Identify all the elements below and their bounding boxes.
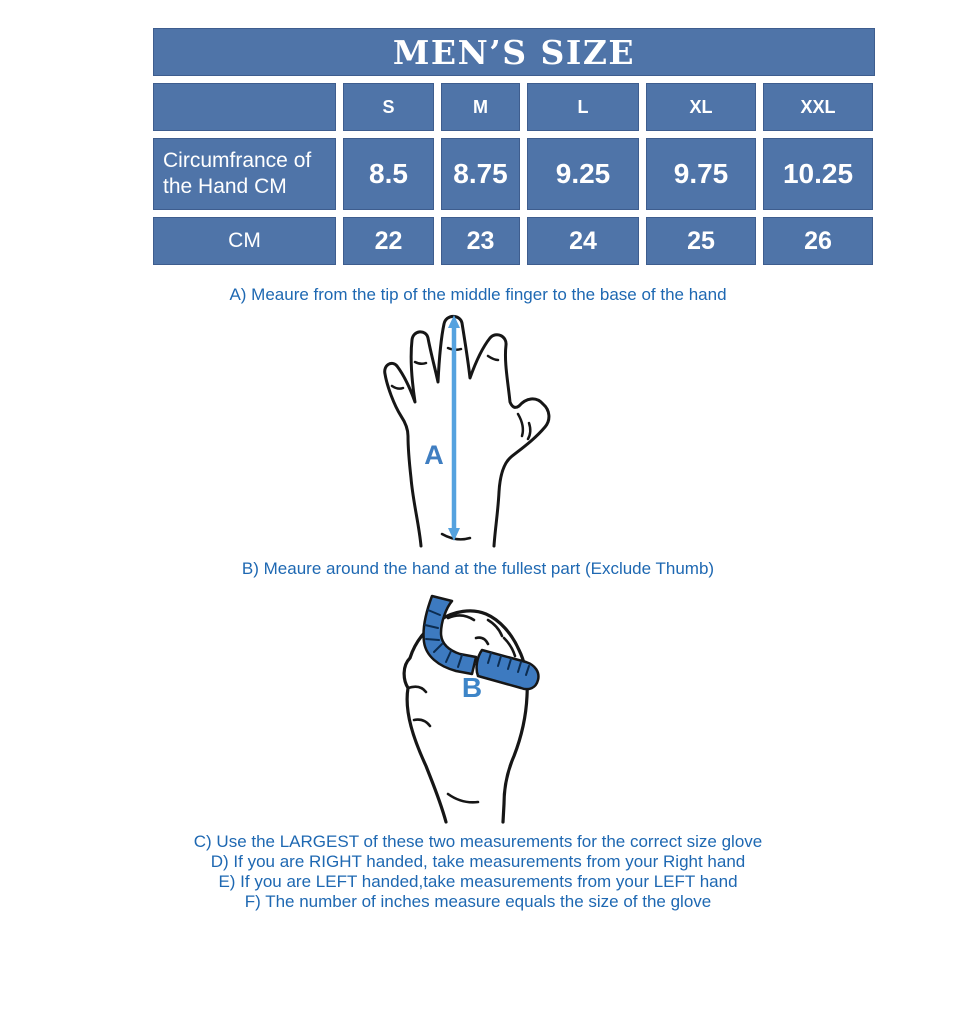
size-value: 23 [441,217,520,265]
notes-block [0,832,956,912]
size-value: 9.25 [527,138,639,210]
corner-cell [153,83,336,131]
size-grid [153,83,875,265]
instruction-c: C) Use the LARGEST of these two measurements for the correct size glove [193,832,763,851]
size-value: 10.25 [763,138,873,210]
column-header-s: S [343,83,434,131]
instruction-d: D) If you are RIGHT handed, take measurements from your Right hand [210,852,746,871]
hand-arrow-label: A [424,440,444,470]
table-title: MEN’S SIZE [153,28,875,76]
size-value: 8.5 [343,138,434,210]
instruction-e: E) If you are LEFT handed,take measurements from your LEFT hand [218,872,738,891]
row-label-cm: CM [153,217,336,265]
fist-tape-label: B [461,672,483,703]
row-label-circumference-text: Circumfrance of the Hand CM [163,148,312,198]
size-value: 9.75 [646,138,756,210]
column-header-xl: XL [646,83,756,131]
instruction-a: A) Meaure from the tip of the middle finger to the base of the hand [229,285,727,304]
fist-measure-illustration [388,594,586,830]
size-value: 25 [646,217,756,265]
size-value: 24 [527,217,639,265]
row-label-circumference [153,138,336,210]
column-header-m: M [441,83,520,131]
size-value: 22 [343,217,434,265]
open-hand-icon [385,316,549,546]
size-chart-table [153,28,875,265]
hand-measure-illustration [358,310,574,548]
fist-icon [404,611,527,822]
size-value: 26 [763,217,873,265]
instruction-f: F) The number of inches measure equals the size of the glove [244,892,712,911]
column-header-l: L [527,83,639,131]
size-value: 8.75 [441,138,520,210]
instruction-b: B) Meaure around the hand at the fullest part (Exclude Thumb) [241,559,715,578]
column-header-xxl: XXL [763,83,873,131]
